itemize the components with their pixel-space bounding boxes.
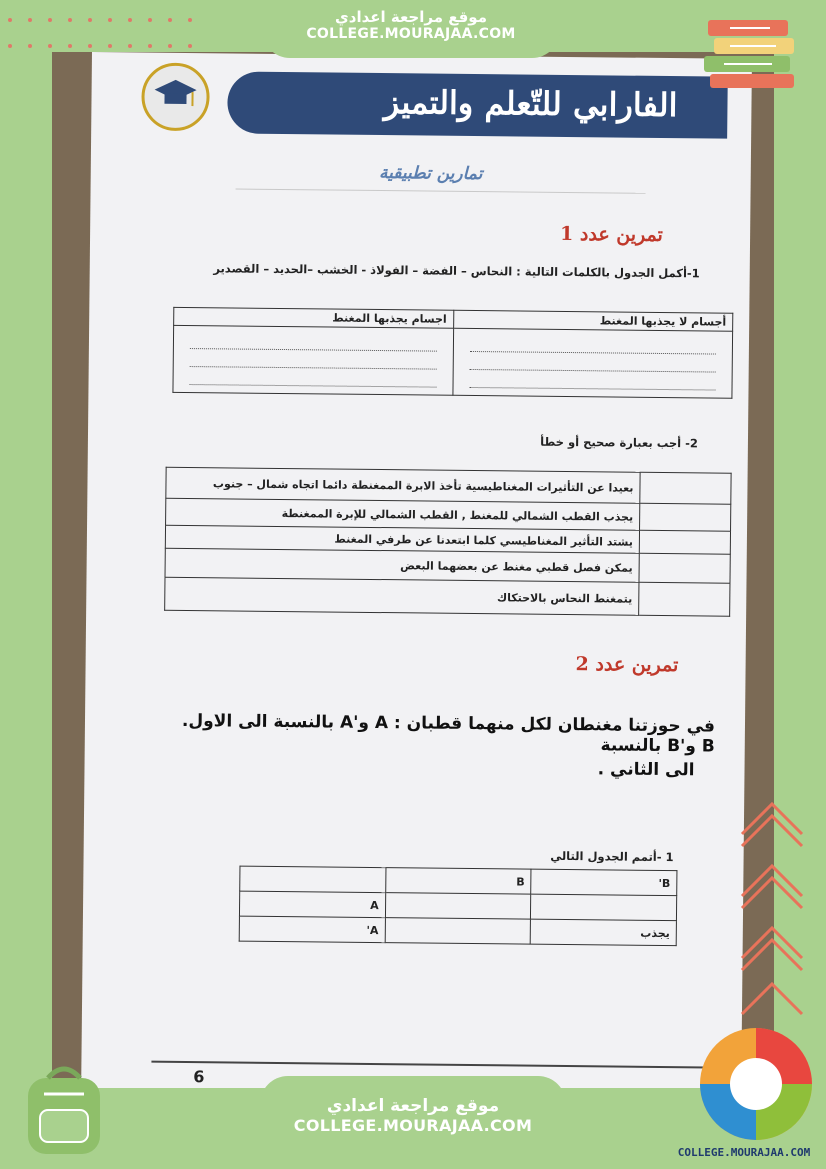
- answer-cell[interactable]: [531, 894, 677, 921]
- top-watermark-link[interactable]: COLLEGE.MOURAJAA.COM: [306, 26, 516, 42]
- exercise-1-question-2: 2- أجب بعبارة صحيح أو خطأ: [540, 434, 699, 451]
- bottom-watermark-arabic: موقع مراجعة اعدادي: [326, 1096, 500, 1116]
- header-cell-b-prime: B': [531, 869, 677, 896]
- statement-cell: يجذب القطب الشمالي للمغنط , القطب الشمالي للإبرة الممغنطة: [166, 498, 640, 530]
- header-cell-b: B: [385, 868, 531, 895]
- table-header-attracted: اجسام يجذبها المغنط: [174, 307, 454, 328]
- statement-cell: يتمغنط النحاس بالاحتكاك: [165, 577, 639, 615]
- exercise-2-text-line-1: في حوزتنا مغنطان لكل منهما قطبان : A و'A بالنسبة الى الاول. B و'B بالنسبة: [181, 710, 716, 757]
- logo-label: COLLEGE.MOURAJAA.COM: [677, 1146, 811, 1159]
- page-subtitle: تمارين تطبيقية: [378, 163, 483, 185]
- backpack-icon: [14, 1058, 114, 1158]
- true-false-table: [164, 467, 731, 617]
- attracted-cell[interactable]: [173, 325, 453, 395]
- answer-cell[interactable]: [385, 893, 531, 920]
- row-header-a-prime: A': [239, 916, 385, 943]
- bottom-watermark-banner: [260, 1076, 566, 1169]
- exercise-1-title: تمرين عدد 1: [560, 222, 663, 246]
- table-row: [165, 577, 730, 616]
- education-wheel-logo: [694, 1022, 818, 1146]
- poles-table: [239, 866, 678, 947]
- answer-cell[interactable]: [639, 553, 730, 583]
- table-row: [239, 916, 676, 946]
- books-stack-icon: [700, 14, 810, 94]
- top-watermark-banner: [262, 0, 560, 58]
- photo-area: [52, 52, 774, 1088]
- worksheet-paper: [81, 52, 752, 1088]
- exercise-2-title: تمرين عدد 2: [575, 653, 679, 677]
- decorative-dots: [0, 14, 200, 54]
- bottom-watermark-link[interactable]: COLLEGE.MOURAJAA.COM: [293, 1116, 533, 1135]
- answer-cell[interactable]: [639, 582, 730, 616]
- magnet-attraction-table: [172, 307, 733, 399]
- row-header-a: A: [239, 891, 385, 918]
- exercise-1-question-1: 1-أكمل الجدول بالكلمات التالية : النحاس – الفضة – الفولاذ - الخشب –الحديد – القصدير: [213, 261, 700, 281]
- graduation-cap-icon: [144, 66, 207, 129]
- table-header-not-attracted: أجسام لا يجذبها المغنط: [453, 310, 733, 331]
- not-attracted-cell[interactable]: [452, 328, 732, 398]
- footer-line: [151, 1061, 731, 1069]
- statement-cell: يشتد التأثير المغناطيسي كلما ابتعدنا عن طرفي المغنط: [165, 525, 639, 553]
- answer-cell[interactable]: [639, 530, 730, 554]
- divider: [236, 189, 646, 194]
- page-number: 6: [193, 1067, 205, 1087]
- exercise-2-text-line-2: الى الثاني .: [597, 759, 695, 781]
- header-title: الفارابي للتّعلم والتميز: [383, 83, 678, 125]
- answer-cell[interactable]: [640, 472, 731, 504]
- exercise-2-question-1: 1 -أتمم الجدول التالي: [550, 848, 674, 865]
- corner-cell: [240, 866, 386, 893]
- answer-cell[interactable]: [640, 503, 731, 531]
- top-watermark-arabic: موقع مراجعة اعدادي: [335, 8, 487, 26]
- statement-cell: يمكن فصل قطبي مغنط عن بعضهما البعض: [165, 548, 639, 582]
- statement-cell: بعيدا عن التأثيرات المغناطيسية تأخذ الابرة الممغنطة دائما اتجاه شمال – جنوب: [166, 467, 640, 503]
- answer-cell[interactable]: يجذب: [530, 919, 676, 946]
- answer-cell[interactable]: [385, 918, 531, 945]
- school-logo: [141, 63, 210, 132]
- header-banner: [227, 71, 728, 138]
